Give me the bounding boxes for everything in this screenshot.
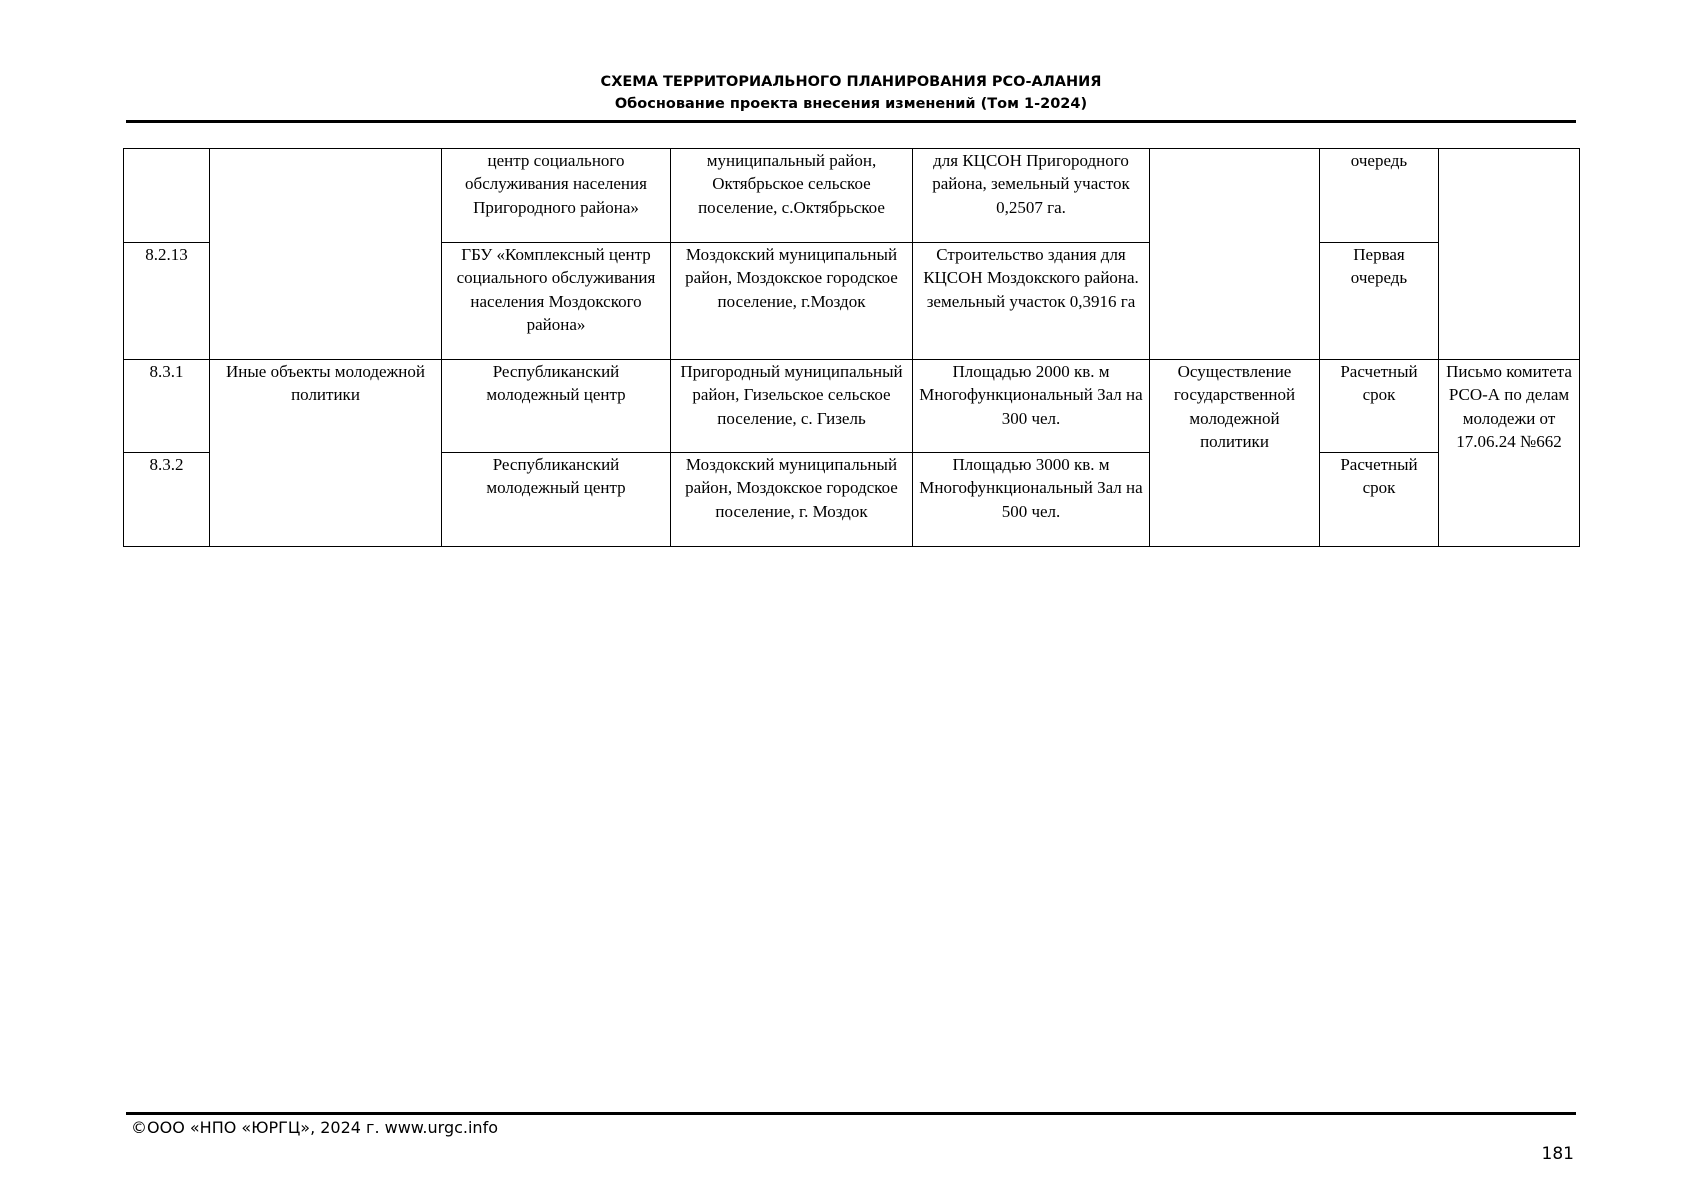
cell-characteristics: Площадью 3000 кв. м Многофункциональный Зал на 500 чел.	[913, 453, 1150, 547]
cell-number: 8.3.1	[124, 360, 210, 453]
footer-divider	[126, 1112, 1576, 1115]
cell-object-name: Республиканский молодежный центр	[442, 453, 671, 547]
cell-characteristics: Строительство здания для КЦСОН Моздокского района. земельный участок 0,3916 га	[913, 243, 1150, 360]
objects-table	[123, 148, 1580, 547]
cell-location: Моздокский муниципальный район, Моздокское городское поселение, г.Моздок	[671, 243, 913, 360]
cell-number: 8.3.2	[124, 453, 210, 547]
cell-basis: Письмо комитета РСО-А по делам молодежи от 17.06.24 №662	[1439, 360, 1580, 547]
cell-characteristics: Площадью 2000 кв. м Многофункциональный Зал на 300 чел.	[913, 360, 1150, 453]
cell-location: муниципальный район, Октябрьское сельское поселение, с.Октябрьское	[671, 149, 913, 243]
table-row	[124, 360, 1580, 453]
footer-copyright: ©ООО «НПО «ЮРГЦ», 2024 г. www.urgc.info	[131, 1118, 498, 1137]
cell-number: 8.2.13	[124, 243, 210, 360]
document-title: СХЕМА ТЕРРИТОРИАЛЬНОГО ПЛАНИРОВАНИЯ РСО-АЛАНИЯ	[600, 74, 1102, 90]
cell-characteristics: для КЦСОН Пригородного района, земельный участок 0,2507 га.	[913, 149, 1150, 243]
cell-stage: Расчетный срок	[1320, 453, 1439, 547]
header-divider	[126, 120, 1576, 123]
cell-object-name: ГБУ «Комплексный центр социального обслуживания населения Моздокского района»	[442, 243, 671, 360]
document-subtitle: Обоснование проекта внесения изменений (Том 1-2024)	[614, 96, 1088, 112]
cell-number	[124, 149, 210, 243]
cell-basis	[1439, 149, 1580, 360]
cell-object-type: Иные объекты молодежной политики	[210, 360, 442, 547]
cell-stage: Расчетный срок	[1320, 360, 1439, 453]
cell-stage: Первая очередь	[1320, 243, 1439, 360]
cell-stage: очередь	[1320, 149, 1439, 243]
cell-object-type	[210, 149, 442, 360]
cell-location: Пригородный муниципальный район, Гизельское сельское поселение, с. Гизель	[671, 360, 913, 453]
cell-location: Моздокский муниципальный район, Моздокское городское поселение, г. Моздок	[671, 453, 913, 547]
cell-purpose: Осуществление государственной молодежной политики	[1150, 360, 1320, 547]
document-header	[126, 71, 1576, 115]
cell-object-name: центр социального обслуживания населения Пригородного района»	[442, 149, 671, 243]
table-row	[124, 149, 1580, 243]
cell-object-name: Республиканский молодежный центр	[442, 360, 671, 453]
page-number: 181	[1541, 1144, 1574, 1164]
cell-purpose	[1150, 149, 1320, 360]
